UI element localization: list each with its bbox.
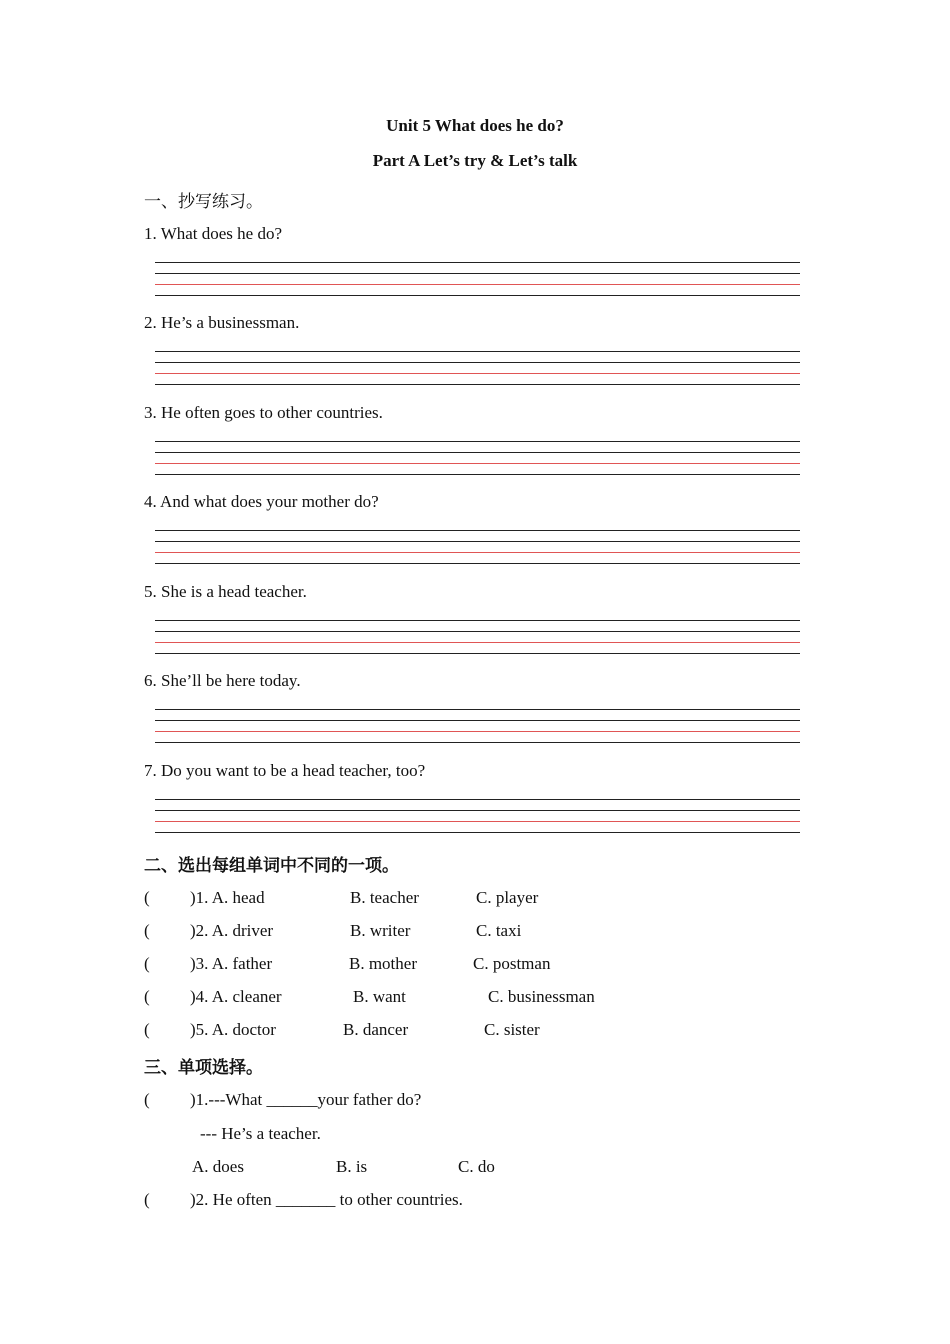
writing-line — [155, 631, 800, 632]
writing-line — [155, 709, 800, 710]
writing-line — [155, 620, 800, 621]
page-subtitle: Part A Let’s try & Let’s talk — [372, 151, 578, 170]
question-answer-line: --- He’s a teacher. — [200, 1124, 321, 1143]
question-stem: )1.---What ______your father do? — [190, 1090, 422, 1109]
writing-line-red — [155, 284, 800, 285]
section2-heading: 二、选出每组单词中不同的一项。 — [144, 856, 399, 875]
writing-line — [155, 295, 800, 296]
writing-line — [155, 563, 800, 564]
writing-line — [155, 541, 800, 542]
choice-b: B. is — [336, 1157, 368, 1176]
option-c: C. businessman — [488, 987, 595, 1006]
answer-paren[interactable]: ( — [144, 1190, 150, 1209]
option-a: )2. A. driver — [190, 921, 274, 940]
word-group-row — [144, 888, 265, 908]
page-title: Unit 5 What does he do? — [386, 116, 564, 135]
writing-line-red — [155, 373, 800, 374]
word-group-row — [144, 1020, 276, 1040]
writing-line — [155, 653, 800, 654]
word-group-row — [144, 987, 282, 1007]
writing-line — [155, 530, 800, 531]
writing-line — [155, 362, 800, 363]
option-c: C. player — [476, 888, 539, 907]
writing-line-red — [155, 821, 800, 822]
answer-paren[interactable]: ( — [144, 1020, 150, 1039]
option-b: B. dancer — [343, 1020, 409, 1039]
question-stem: )2. He often _______ to other countries. — [190, 1190, 463, 1209]
copy-item-7: 7. Do you want to be a head teacher, too? — [144, 761, 426, 780]
answer-paren[interactable]: ( — [144, 1090, 150, 1109]
writing-line — [155, 452, 800, 453]
word-group-row — [144, 954, 272, 974]
writing-line-red — [155, 552, 800, 553]
option-a: )4. A. cleaner — [190, 987, 282, 1006]
copy-item-1: 1. What does he do? — [144, 224, 283, 243]
choice-c: C. do — [458, 1157, 495, 1176]
writing-line — [155, 810, 800, 811]
option-c: C. postman — [473, 954, 551, 973]
writing-line-red — [155, 642, 800, 643]
copy-item-6: 6. She’ll be here today. — [144, 671, 301, 690]
answer-paren[interactable]: ( — [144, 888, 150, 907]
copy-item-5: 5. She is a head teacher. — [144, 582, 307, 601]
question-1 — [144, 1090, 421, 1110]
copy-item-3: 3. He often goes to other countries. — [144, 403, 383, 422]
writing-line-red — [155, 463, 800, 464]
option-a: )5. A. doctor — [190, 1020, 276, 1039]
answer-paren[interactable]: ( — [144, 954, 150, 973]
option-a: )1. A. head — [190, 888, 265, 907]
copy-item-4: 4. And what does your mother do? — [144, 492, 379, 511]
copy-item-2: 2. He’s a businessman. — [144, 313, 300, 332]
writing-line-red — [155, 731, 800, 732]
writing-line — [155, 742, 800, 743]
option-b: B. teacher — [350, 888, 419, 907]
word-group-row — [144, 921, 273, 941]
writing-line — [155, 474, 800, 475]
answer-paren[interactable]: ( — [144, 921, 150, 940]
question-2 — [144, 1190, 463, 1210]
option-a: )3. A. father — [190, 954, 273, 973]
option-c: C. sister — [484, 1020, 540, 1039]
writing-line — [155, 799, 800, 800]
writing-line — [155, 351, 800, 352]
writing-line — [155, 832, 800, 833]
writing-line — [155, 384, 800, 385]
section1-heading: 一、抄写练习。 — [144, 192, 263, 211]
option-b: B. writer — [350, 921, 411, 940]
option-b: B. want — [353, 987, 406, 1006]
writing-line — [155, 262, 800, 263]
section3-heading: 三、单项选择。 — [144, 1058, 263, 1077]
option-b: B. mother — [349, 954, 417, 973]
writing-line — [155, 273, 800, 274]
answer-paren[interactable]: ( — [144, 987, 150, 1006]
option-c: C. taxi — [476, 921, 522, 940]
choice-a: A. does — [192, 1157, 244, 1176]
writing-line — [155, 720, 800, 721]
writing-line — [155, 441, 800, 442]
